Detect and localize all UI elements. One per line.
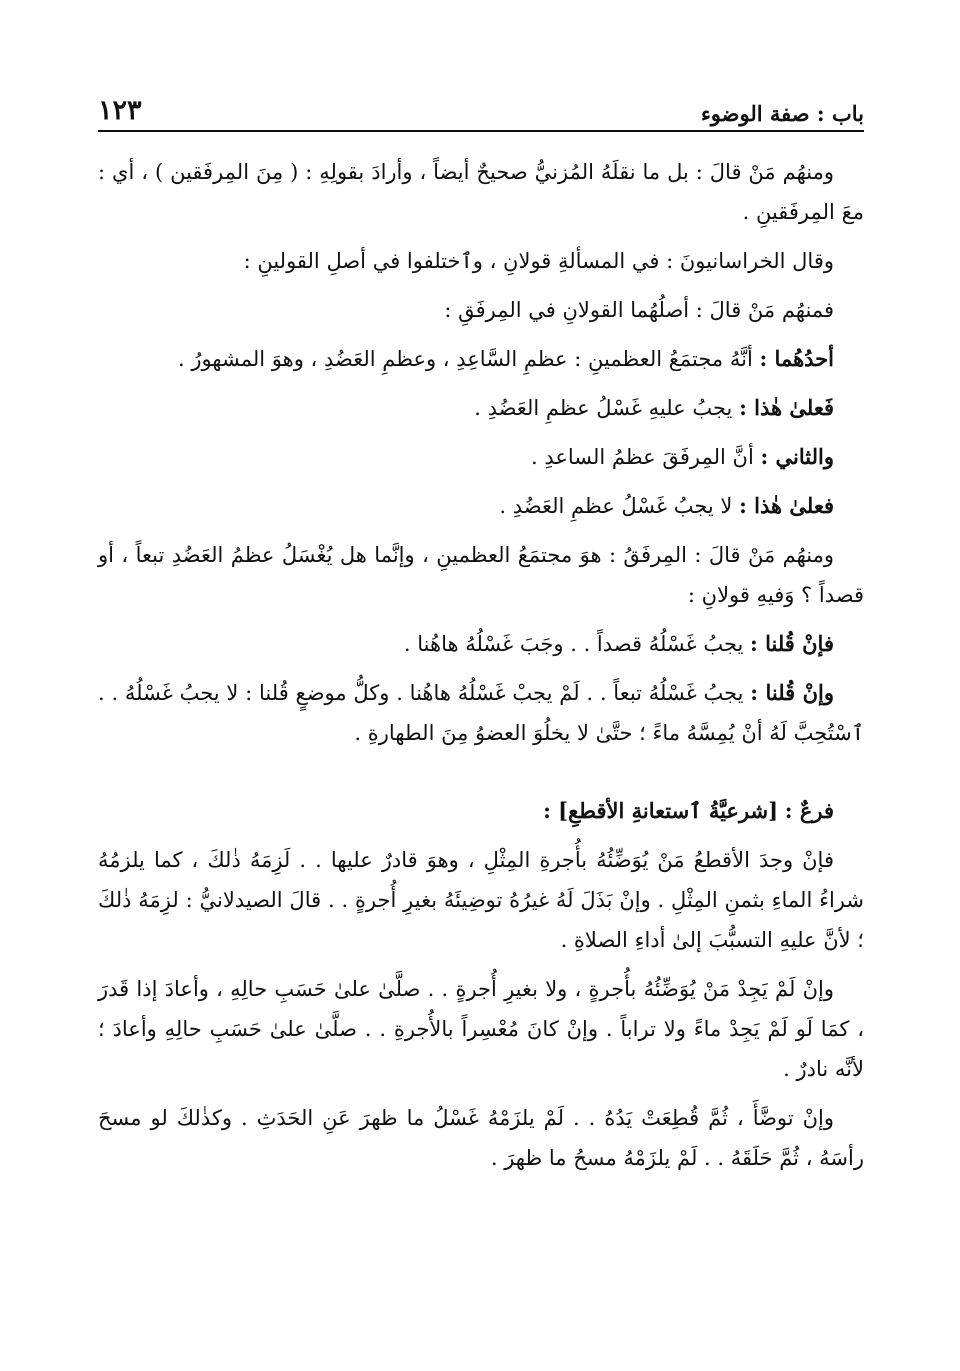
- paragraph: [98, 840, 864, 960]
- paragraph-text: يجبُ غَسْلُهُ تبعاً . . لَمْ يجبْ غَسْلُهُ هاهُنا . وكلُّ موضعٍ قُلنا : لا يجبُ غَسْلُهُ . . ٱسْتُحِبَّ لَهُ أنْ يُمِسَّهُ ماءً ؛ حتَّىٰ لا يخلُوَ العضوُ مِنَ الطهارةِ .: [98, 681, 864, 745]
- paragraph-text: وقال الخراسانيونَ : في المسألةِ قولانِ ، وٱختلفوا في أصلِ القولينِ :: [243, 249, 834, 273]
- paragraph-text: يجبُ عليهِ غَسْلُ عظمِ العَضُدِ .: [474, 396, 733, 420]
- running-head: [98, 86, 864, 126]
- paragraph-text: فمنهُم مَنْ قالَ : أصلُهُما القولانِ في المِرفَقِ :: [444, 298, 834, 322]
- paragraph-lead: وإنْ قُلنا :: [750, 680, 834, 705]
- paragraph: [98, 339, 864, 379]
- paragraph-text: وإنْ لَمْ يَجِدْ مَنْ يُوَضِّئُهُ بأُجرةٍ ، ولا بغيرِ أُجرةٍ . . صلَّىٰ علىٰ حَسَبِ حالِهِ ، وأعادَ إذا قَدرَ ، كمَا لَو لَمْ يَجِدْ ماءً ولا تراباً . وإنْ كانَ مُعْسِراً بالأُجرةِ . . صلَّىٰ علىٰ حَسَبِ حالِهِ وأعادَ ؛ لأنَّه نادرٌ .: [98, 977, 864, 1081]
- paragraph: [98, 388, 864, 428]
- paragraph-text: أنَّ المِرفَقَ عظمُ الساعدِ .: [530, 445, 754, 469]
- paragraph-lead: والثاني :: [760, 444, 834, 469]
- paragraph: [98, 535, 864, 615]
- paragraph: [98, 437, 864, 477]
- section-heading-title: [شرعيَّةُ ٱستعانةِ الأقطعِ] :: [543, 798, 779, 823]
- paragraph-lead: فَعلىٰ هٰذا :: [739, 395, 834, 420]
- paragraph: [98, 969, 864, 1089]
- section-heading-lead: فرعٌ :: [784, 798, 834, 823]
- paragraph-lead: أحدُهُما :: [759, 346, 834, 371]
- paragraph-text: ومنهُم مَنْ قالَ : المِرفَقُ : هوَ مجتمَعُ العظمينِ ، وإنَّما هل يُغْسَلُ عظمُ العَضُدِ تبعاً ، أو قصداً ؟ وَفيهِ قولانِ :: [98, 543, 864, 607]
- paragraph-text: ومنهُم مَنْ قالَ : بل ما نقلَهُ المُزنيُّ صحيحٌ أيضاً ، وأرادَ بقولِهِ : ( مِنَ المِرفَقين ) ، أي : معَ المِرفَقينِ .: [98, 160, 864, 224]
- section-heading: [98, 791, 864, 831]
- paragraph-text: وإنْ توضَّأَ ، ثُمَّ قُطِعَتْ يَدُهُ . . لَمْ يلزَمْهُ غَسْلُ ما ظهرَ عَنِ الحَدَثِ . وكذٰلكَ لو مسحَ رأسَهُ ، ثُمَّ حَلَقَهُ . . لَمْ يلزَمْهُ مسحُ ما ظهرَ .: [98, 1106, 864, 1170]
- paragraph-text: لا يجبُ غَسْلُ عظمِ العَضُدِ .: [499, 494, 733, 518]
- paragraph: [98, 241, 864, 281]
- paragraph-lead: فعلىٰ هٰذا :: [739, 493, 834, 518]
- paragraph-text: فإنْ وجدَ الأقطعُ مَنْ يُوَضِّئُهُ بأُجرةِ المِثْلِ ، وهوَ قادرٌ عليها . . لَزِمَهُ ذٰلكَ ، كما يلزمُهُ شراءُ الماءِ بثمنِ المِثْلِ . وإنْ بَذَلَ لَهُ غيرُهُ توضِيئَهُ بغيرِ أُجرةٍ . . قالَ الصيدلانيُّ : لزِمَهُ ذٰلكَ ؛ لأنَّ عليهِ التسبُّبَ إلىٰ أداءِ الصلاةِ .: [98, 848, 864, 952]
- page-number: ١٢٣: [98, 95, 142, 126]
- paragraph-text: يجبُ غَسْلُهُ قصداً . . وجَبَ غَسْلُهُ هاهُنا .: [403, 632, 744, 656]
- paragraph: [98, 673, 864, 753]
- main-text: [98, 152, 864, 1187]
- paragraph: [98, 152, 864, 232]
- paragraph: [98, 624, 864, 664]
- paragraph-lead: فإنْ قُلنا :: [750, 631, 834, 656]
- paragraph: [98, 290, 864, 330]
- header-rule: [98, 130, 864, 132]
- paragraph: [98, 1098, 864, 1178]
- chapter-title: باب : صفة الوضوء: [700, 101, 864, 126]
- paragraph: [98, 486, 864, 526]
- paragraph-text: أنَّهُ مجتمَعُ العظمينِ : عظمِ السَّاعِدِ ، وعظمِ العَضُدِ ، وهوَ المشهورُ .: [177, 347, 753, 371]
